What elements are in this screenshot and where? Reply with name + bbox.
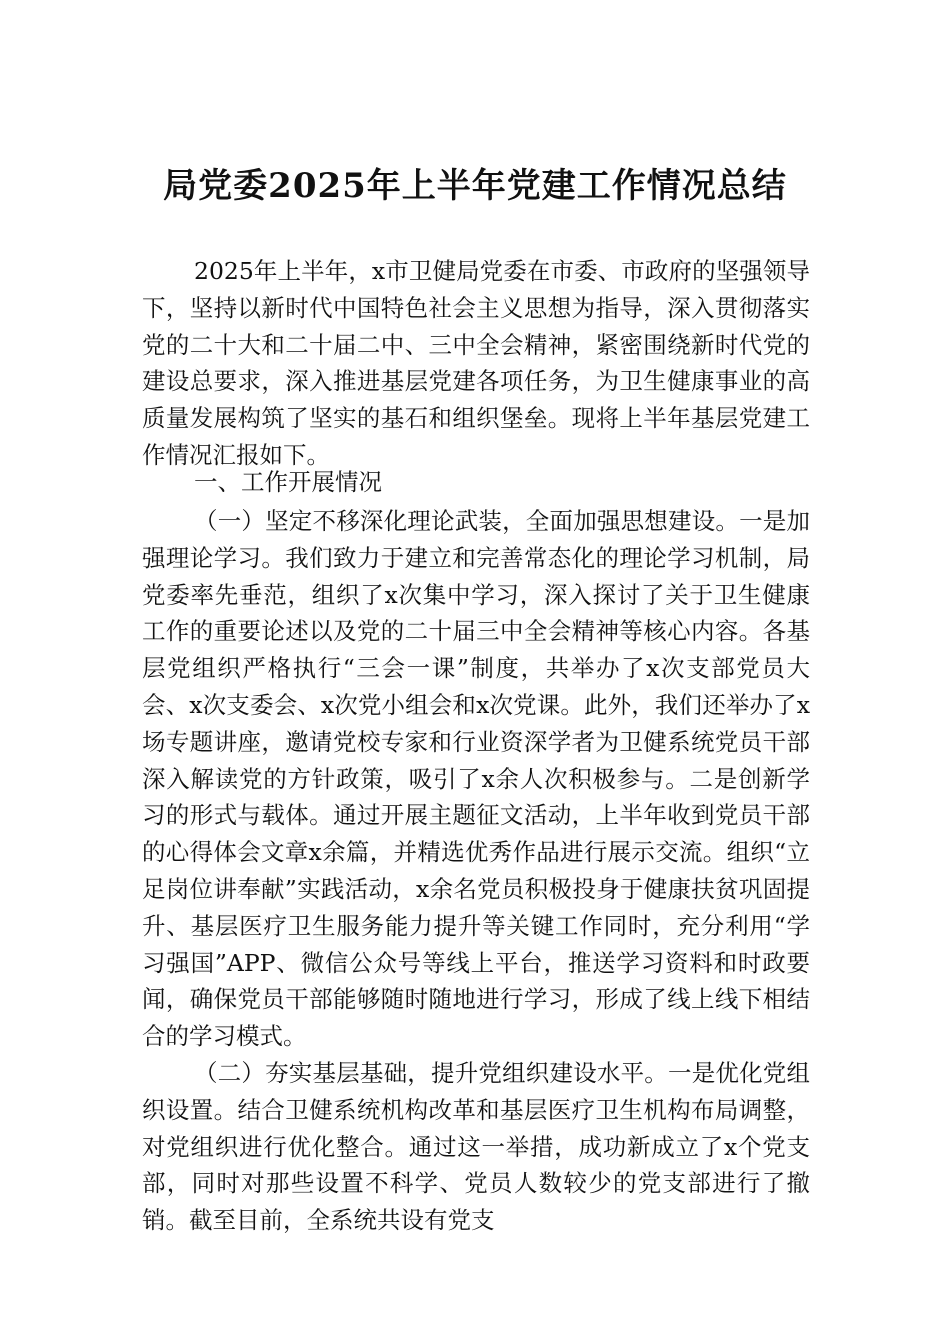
section-heading: 一、工作开展情况 — [194, 468, 382, 496]
subsection-paragraph-1: （一）坚定不移深化理论武装，全面加强思想建设。一是加强理论学习。我们致力于建立和完善常态化的理论学习机制，局党委率先垂范，组织了x次集中学习，深入探讨了关于卫生健康工作的重要论述以及党的二十届三中全会精神等核心内容。各基层党组织严格执行“三会一课”制度，共举办了x次支部党员大会、x次支委会、x次党小组会和x次党课。此外，我们还举办了x场专题讲座，邀请党校专家和行业资深学者为卫健系统党员干部深入解读党的方针政策，吸引了x余人次积极参与。二是创新学习的形式与载体。通过开展主题征文活动，上半年收到党员干部的心得体会文章x余篇，并精选优秀作品进行展示交流。组织“立足岗位讲奉献”实践活动，x余名党员积极投身于健康扶贫巩固提升、基层医疗卫生服务能力提升等关键工作同时，充分利用“学习强国”APP、微信公众号等线上平台，推送学习资料和时政要闻，确保党员干部能够随时随地进行学习，形成了线上线下相结合的学习模式。 — [142, 507, 810, 1051]
subsection-paragraph-2: （二）夯实基层基础，提升党组织建设水平。一是优化党组织设置。结合卫健系统机构改革和基层医疗卫生机构布局调整，对党组织进行优化整合。通过这一举措，成功新成立了x个党支部，同时对那些设置不科学、党员人数较少的党支部进行了撤销。截至目前，全系统共设有党支 — [142, 1059, 810, 1235]
intro-paragraph: 2025年上半年，x市卫健局党委在市委、市政府的坚强领导下，坚持以新时代中国特色社会主义思想为指导，深入贯彻落实党的二十大和二十届二中、三中全会精神，紧密围绕新时代党的建设总要求，深入推进基层党建各项任务，为卫生健康事业的高质量发展构筑了坚实的基石和组织堡垒。现将上半年基层党建工作情况汇报如下。 — [142, 257, 810, 469]
document-title: 局党委2025年上半年党建工作情况总结 — [163, 166, 787, 206]
